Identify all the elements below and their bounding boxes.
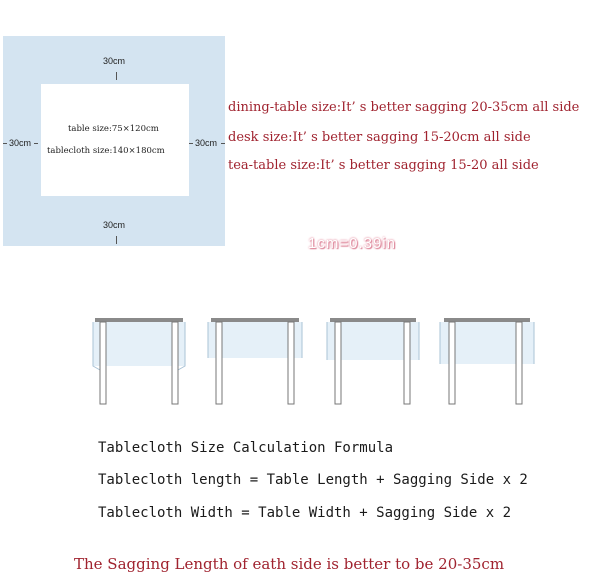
formula-width: Tablecloth Width = Table Width + Sagging Side x 2 bbox=[98, 505, 512, 521]
table-illustration-3 bbox=[327, 318, 419, 404]
table-size-label: table size:75×120cm bbox=[68, 124, 159, 134]
table-illustrations bbox=[0, 300, 600, 420]
desk-note: desk size:It’ s better sagging 15-20cm all side bbox=[228, 130, 531, 145]
dining-table-note: dining-table size:It’ s better sagging 20-35cm all side bbox=[228, 100, 580, 115]
right-dimension-label: 30cm bbox=[195, 138, 218, 148]
formula-length: Tablecloth length = Table Length + Sagging Side x 2 bbox=[98, 472, 528, 488]
formula-title: Tablecloth Size Calculation Formula bbox=[98, 440, 394, 456]
table-top-area bbox=[41, 84, 189, 196]
left-dimension-tick-b bbox=[34, 143, 38, 144]
sagging-advice: The Sagging Length of eath side is better to be 20-35cm bbox=[74, 555, 505, 573]
left-dimension-tick-a bbox=[3, 143, 7, 144]
bottom-dimension-tick bbox=[116, 236, 117, 244]
tablecloth-size-label: tablecloth size:140×180cm bbox=[47, 146, 165, 156]
top-dimension-tick bbox=[116, 72, 117, 80]
left-dimension-label: 30cm bbox=[9, 138, 32, 148]
tea-table-note: tea-table size:It’ s better sagging 15-20 all side bbox=[228, 158, 539, 173]
right-dimension-tick-a bbox=[189, 143, 193, 144]
top-dimension-label: 30cm bbox=[103, 56, 126, 66]
right-dimension-tick-b bbox=[221, 143, 225, 144]
table-illustration-4 bbox=[440, 318, 534, 404]
table-illustration-2 bbox=[208, 318, 302, 404]
unit-conversion-label: 1cm=0.39in bbox=[308, 235, 396, 252]
bottom-dimension-label: 30cm bbox=[103, 220, 126, 230]
table-illustration-1 bbox=[93, 318, 185, 404]
